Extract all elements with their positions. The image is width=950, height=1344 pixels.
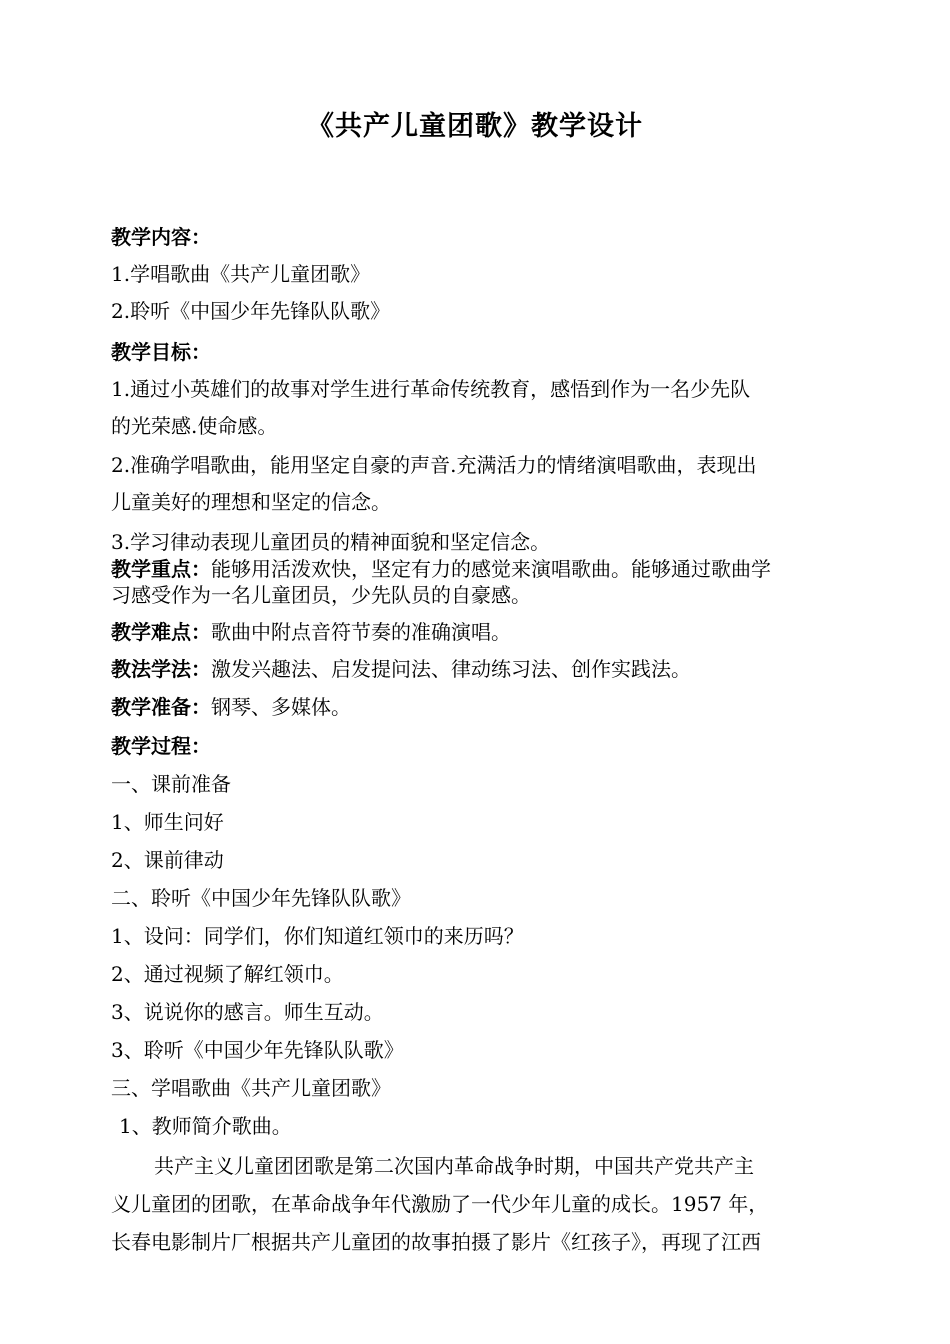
document-title: 《共产儿童团歌》教学设计 [307, 111, 643, 142]
goals-heading: 教学目标： [111, 340, 211, 364]
process-step-6: 2、通过视频了解红领巾。 [111, 962, 344, 986]
key-point-label: 教学重点： [111, 557, 211, 581]
process-step-8: 3、聆听《中国少年先锋队队歌》 [111, 1038, 404, 1062]
key-point [111, 556, 851, 582]
content-item-1: 1.学唱歌曲《共产儿童团歌》 [111, 262, 371, 286]
process-step-4: 二、聆听《中国少年先锋队队歌》 [111, 886, 411, 910]
methods [111, 656, 851, 682]
key-point-text-line-1: 能够用活泼欢快，坚定有力的感觉来演唱歌曲。能够通过歌曲学 [211, 557, 771, 581]
intro-paragraph-line-2: 义儿童团的团歌，在革命战争年代激励了一代少年儿童的成长。1957 年， [111, 1192, 769, 1216]
preparation-label: 教学准备： [111, 695, 211, 719]
process-step-9: 三、学唱歌曲《共产儿童团歌》 [111, 1076, 391, 1100]
preparation [111, 694, 851, 720]
intro-paragraph-line-3: 长春电影制片厂根据共产儿童团的故事拍摄了影片《红孩子》，再现了江西 [111, 1230, 761, 1254]
content-heading: 教学内容： [111, 225, 211, 249]
methods-text: 激发兴趣法、启发提问法、律动练习法、创作实践法。 [211, 657, 691, 681]
difficulty-text: 歌曲中附点音符节奏的准确演唱。 [211, 620, 511, 644]
difficulty [111, 619, 851, 645]
process-step-5: 1、设问：同学们，你们知道红领巾的来历吗？ [111, 924, 524, 948]
process-step-2: 1、师生问好 [111, 810, 224, 834]
preparation-text: 钢琴、多媒体。 [211, 695, 351, 719]
process-step-1: 一、课前准备 [111, 772, 231, 796]
process-step-10: 1、教师简介歌曲。 [119, 1114, 292, 1138]
methods-label: 教法学法： [111, 657, 211, 681]
goal-2-line-2: 儿童美好的理想和坚定的信念。 [111, 490, 391, 514]
goal-2-line-1: 2.准确学唱歌曲，能用坚定自豪的声音.充满活力的情绪演唱歌曲，表现出 [111, 453, 757, 477]
goal-1-line-2: 的光荣感.使命感。 [111, 414, 278, 438]
process-step-7: 3、说说你的感言。师生互动。 [111, 1000, 384, 1024]
difficulty-label: 教学难点： [111, 620, 211, 644]
process-step-3: 2、课前律动 [111, 848, 224, 872]
goal-1-line-1: 1.通过小英雄们的故事对学生进行革命传统教育，感悟到作为一名少先队 [111, 377, 751, 401]
intro-paragraph-line-1: 共产主义儿童团团歌是第二次国内革命战争时期，中国共产党共产主 [154, 1154, 754, 1178]
key-point-text-line-2: 习感受作为一名儿童团员，少先队员的自豪感。 [111, 583, 531, 607]
goal-3: 3.学习律动表现儿童团员的精神面貌和坚定信念。 [111, 530, 551, 554]
process-heading: 教学过程： [111, 734, 211, 758]
content-item-2: 2.聆听《中国少年先锋队队歌》 [111, 299, 391, 323]
